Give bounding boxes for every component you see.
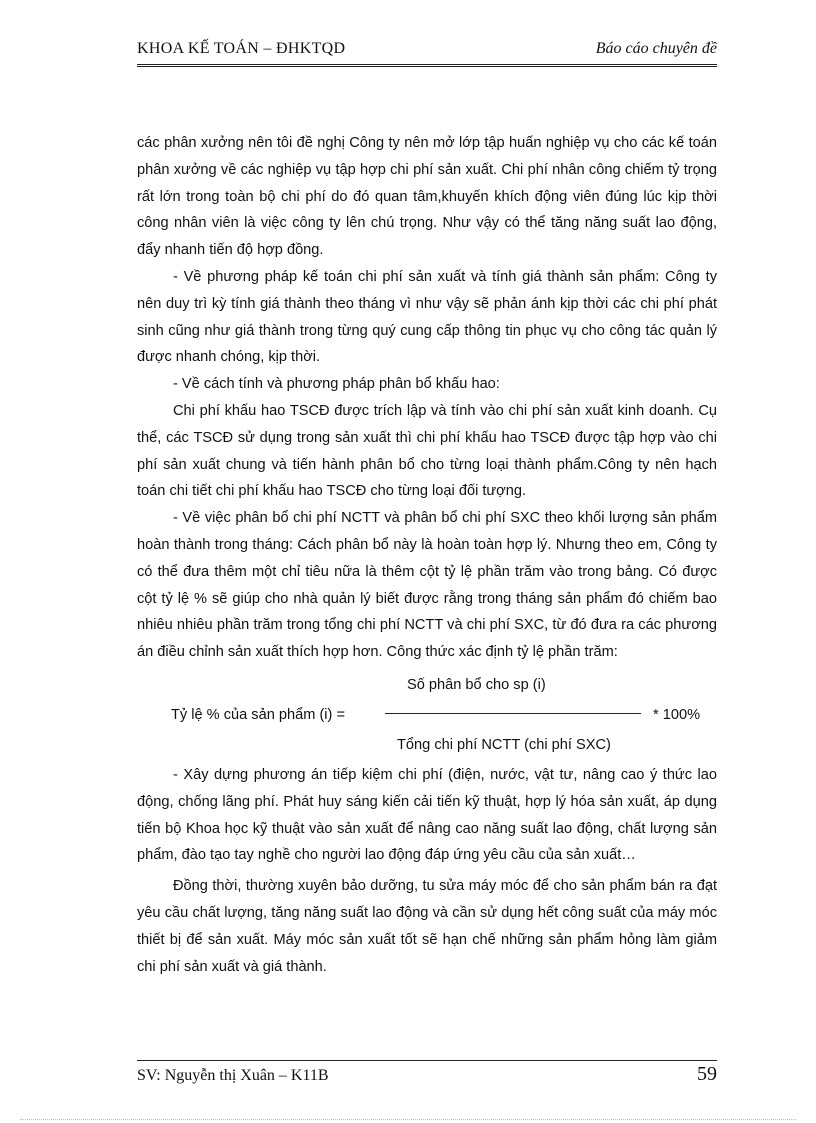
paragraph: - Về phương pháp kế toán chi phí sản xuất và tính giá thành sản phẩm: Công ty nên duy trì kỳ tính giá thành theo tháng vì như vậy sẽ phản ánh kịp thời các chi phí phát sinh cũng như giá thành trong từng quý cung cấp thông tin phục vụ cho công tác quản lý được nhanh chóng, kịp thời. (137, 268, 717, 366)
page-footer (137, 1060, 717, 1091)
page-edge-divider (20, 1119, 796, 1120)
body-text (137, 130, 717, 980)
formula-label: Tỷ lệ % của sản phẩm (i) = (171, 706, 345, 723)
page-header (137, 36, 717, 67)
formula-numerator: Số phân bổ cho sp (i) (407, 676, 546, 693)
page-number: 59 (697, 1063, 717, 1085)
percentage-formula (137, 672, 717, 756)
paragraph: Đồng thời, thường xuyên bảo dưỡng, tu sửa máy móc để cho sản phẩm bán ra đạt yêu cầu chất lượng, tăng năng suất lao động và cần sử dụng hết công suất của máy móc thiết bị để sản xuất. Máy móc sản xuất tốt sẽ hạn chế những sản phẩm hỏng làm giảm chi phí sản xuất và giá thành. (137, 878, 717, 975)
paragraph: Chi phí khấu hao TSCĐ được trích lập và tính vào chi phí sản xuất kinh doanh. Cụ thể, các TSCĐ sử dụng trong sản xuất thì chi phí khấu hao TSCĐ được tập hợp vào chi phí sản xuất chung và tiến hành phân bổ cho từng loại thành phẩm.Công ty nên hạch toán chi tiết chi phí khấu hao TSCĐ cho từng loại đối tượng. (137, 402, 717, 500)
report-type-label: Báo cáo chuyên đề (595, 40, 717, 57)
faculty-label: KHOA KẾ TOÁN – ĐHKTQD (137, 40, 346, 57)
paragraph: - Về cách tính và phương pháp phân bổ khấu hao: (173, 376, 500, 393)
paragraph: các phân xưởng nên tôi đề nghị Công ty nên mở lớp tập huấn nghiệp vụ cho các kế toán phân xưởng về các nghiệp vụ tập hợp chi phí sản xuất. Chi phí nhân công chiếm tỷ trọng rất lớn trong toàn bộ chi phí do đó quan tâm,khuyến khích động viên đúng lúc kịp thời công nhân viên là việc công ty lên chú trọng. Như vậy có thể tăng năng suất lao động, đẩy nhanh tiến độ hợp đồng. (137, 135, 717, 259)
paragraph: - Về việc phân bổ chi phí NCTT và phân bổ chi phí SXC theo khối lượng sản phẩm hoàn thành trong tháng: Cách phân bổ này là hoàn toàn hợp lý. Nhưng theo em, Công ty có thể đưa thêm một chỉ tiêu nữa là thêm cột tỷ lệ phần trăm vào trong bảng. Có được cột tỷ lệ % sẽ giúp cho nhà quản lý biết được rằng trong tháng sản phẩm đó chiếm bao nhiêu nhiêu phần trăm trong tổng chi phí NCTT và chi phí SXC, từ đó đưa ra các phương án điều chỉnh sản xuất thích hợp hơn. Công thức xác định tỷ lệ phần trăm: (137, 510, 717, 661)
paragraph: - Xây dựng phương án tiếp kiệm chi phí (điện, nước, vật tư, nâng cao ý thức lao động, chống lãng phí. Phát huy sáng kiến cải tiến kỹ thuật, hợp lý hóa sản xuất, áp dụng tiến bộ Khoa học kỹ thuật vào sản xuất để nâng cao năng suất lao động, chất lượng sản phẩm, đào tạo tay nghề cho người lao động đáp ứng yêu cầu của sản xuất… (137, 766, 717, 864)
formula-multiplier: * 100% (653, 706, 701, 723)
fraction-bar (385, 713, 641, 714)
formula-denominator: Tổng chi phí NCTT (chi phí SXC) (397, 736, 611, 753)
student-label: SV: Nguyễn thị Xuân – K11B (137, 1067, 329, 1084)
